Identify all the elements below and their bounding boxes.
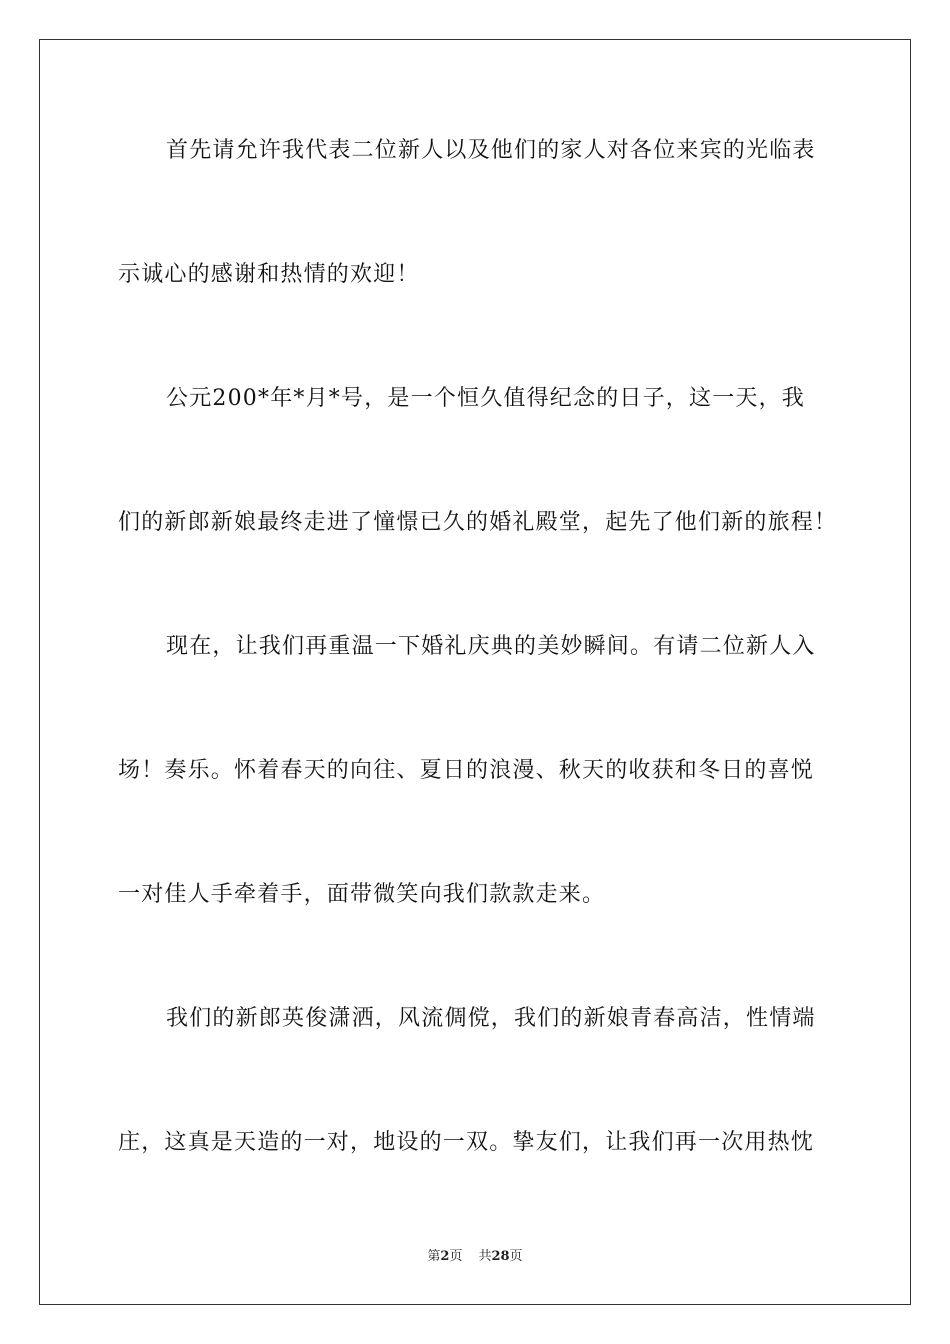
footer-page-prefix: 第 — [427, 1249, 441, 1264]
footer-total-pages: 28 — [491, 1249, 510, 1264]
paragraph-line-5: 现在，让我们再重温一下婚礼庆典的美妙瞬间。有请二位新人入 — [166, 634, 816, 659]
footer-total-prefix: 共 — [478, 1249, 492, 1264]
paragraph-line-1: 首先请允许我代表二位新人以及他们的家人对各位来宾的光临表 — [166, 138, 816, 163]
paragraph-line-6: 场！奏乐。怀着春天的向往、夏日的浪漫、秋天的收获和冬日的喜悦 — [118, 758, 815, 783]
page-frame — [39, 39, 911, 1305]
page-footer — [0, 1248, 950, 1266]
paragraph-line-9: 庄，这真是天造的一对，地设的一双。挚友们，让我们再一次用热忱 — [118, 1130, 815, 1155]
paragraph-line-2: 示诚心的感谢和热情的欢迎！ — [118, 262, 420, 287]
paragraph-line-4: 们的新郎新娘最终走进了憧憬已久的婚礼殿堂，起先了他们新的旅程！ — [118, 510, 838, 535]
paragraph-line-3: 公元200*年*月*号，是一个恒久值得纪念的日子，这一天，我 — [166, 386, 805, 411]
paragraph-line-7: 一对佳人手牵着手，面带微笑向我们款款走来。 — [118, 882, 606, 907]
footer-page-suffix: 页 — [449, 1249, 463, 1264]
footer-total-suffix: 页 — [509, 1249, 523, 1264]
footer-page-number: 2 — [440, 1249, 450, 1264]
paragraph-line-8: 我们的新郎英俊潇洒，风流倜傥，我们的新娘青春高洁，性情端 — [166, 1006, 816, 1031]
